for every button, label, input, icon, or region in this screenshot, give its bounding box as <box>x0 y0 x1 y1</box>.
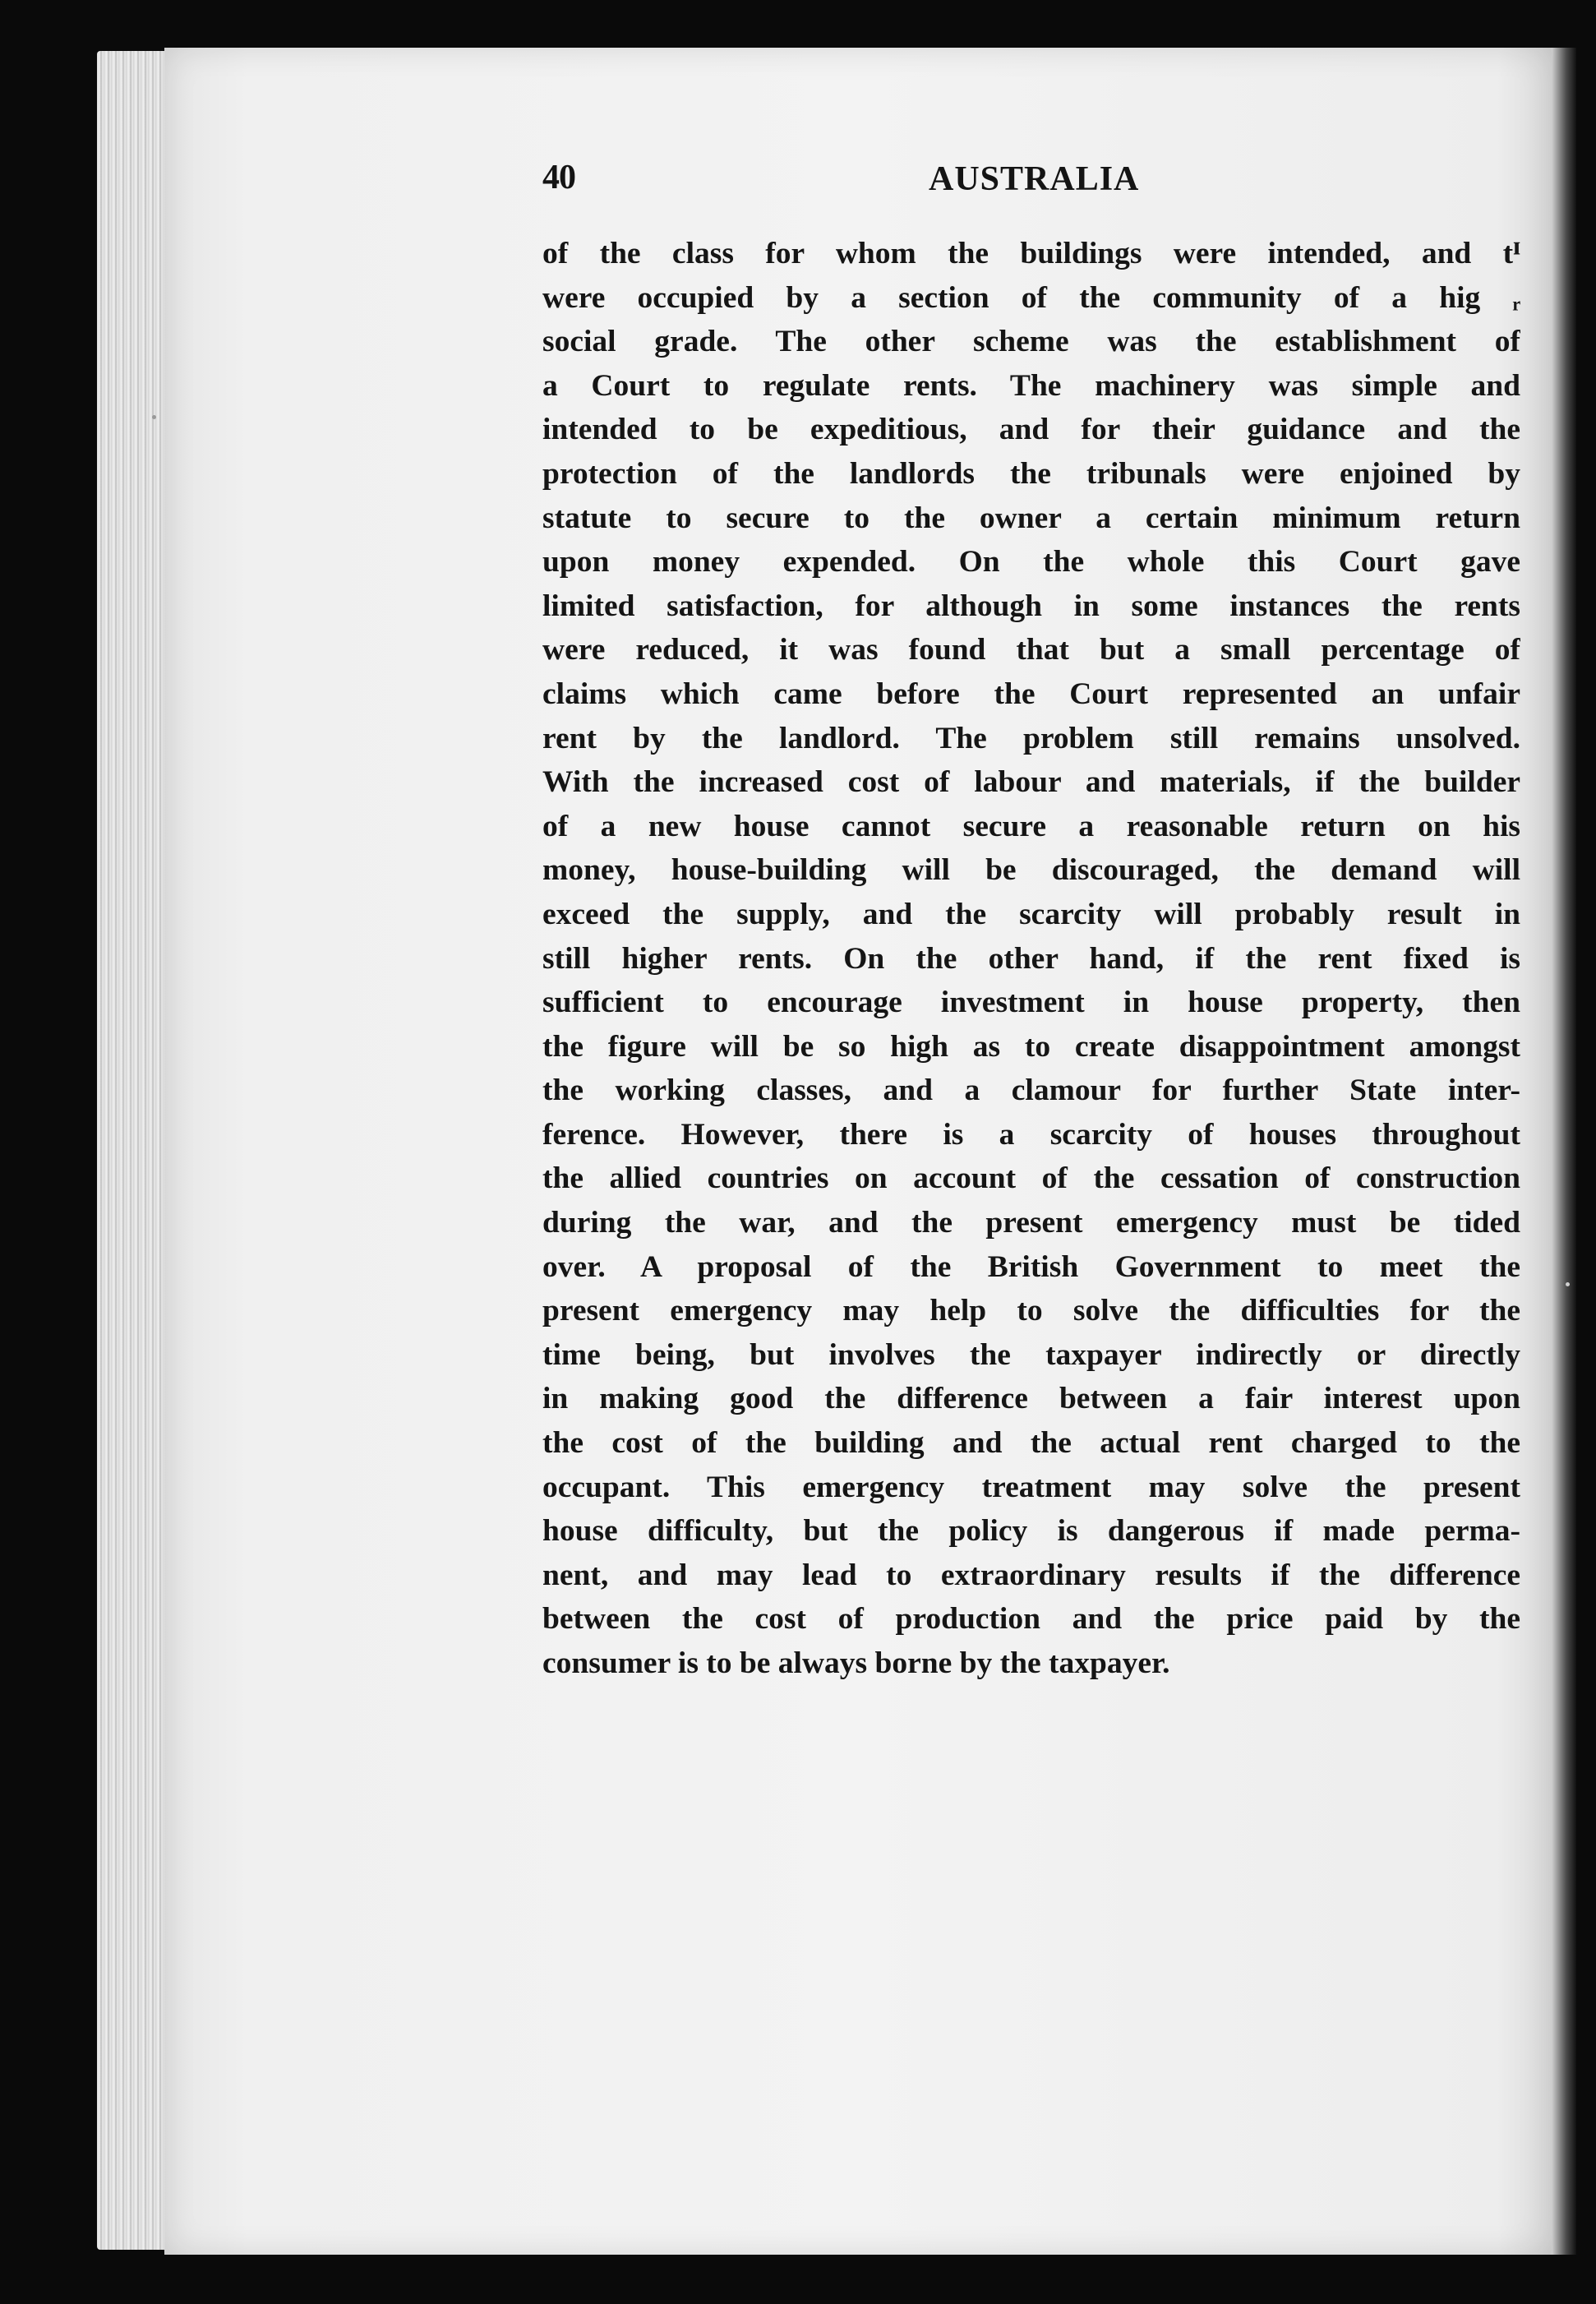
text-line: the cost of the building and the actual rent charged to the <box>542 1426 1520 1461</box>
text-line: consumer is to be always borne by the taxpayer. <box>542 1646 1170 1680</box>
body-text <box>542 232 1520 1686</box>
text-line: nent, and may lead to extraordinary results if the difference <box>542 1558 1520 1592</box>
running-title: AUSTRALIA <box>929 160 1140 198</box>
text-line: occupant. This emergency treatment may solve the present <box>542 1470 1520 1504</box>
text-line: limited satisfaction, for although in some instances the rents <box>542 589 1520 623</box>
text-line: protection of the landlords the tribunals were enjoined by <box>542 456 1520 491</box>
text-line: social grade. The other scheme was the establishment of <box>542 325 1520 359</box>
text-line: during the war, and the present emergency must be tided <box>542 1206 1520 1240</box>
scan-speck <box>152 415 156 419</box>
text-line: a Court to regulate rents. The machinery was simple and <box>542 368 1520 403</box>
text-line: of a new house cannot secure a reasonable return on his <box>542 809 1520 843</box>
text-line: the allied countries on account of the cessation of construction <box>542 1161 1520 1196</box>
text-line: between the cost of production and the price paid by the <box>542 1602 1520 1637</box>
text-line: still higher rents. On the other hand, if the rent fixed is <box>542 941 1520 976</box>
text-line: over. A proposal of the British Government to meet the <box>542 1249 1520 1284</box>
text-line: intended to be expeditious, and for their guidance and the <box>542 413 1520 447</box>
text-line: house difficulty, but the policy is dangerous if made perma- <box>542 1514 1520 1549</box>
text-line: in making good the difference between a fair interest upon <box>542 1382 1520 1416</box>
text-line: rent by the landlord. The problem still remains unsolved. <box>542 721 1520 755</box>
page-right-edge <box>1552 48 1576 2255</box>
text-line: present emergency may help to solve the difficulties for the <box>542 1294 1520 1328</box>
text-line: upon money expended. On the whole this Court gave <box>542 545 1520 579</box>
text-line: sufficient to encourage investment in house property, then <box>542 986 1520 1020</box>
scan-speck <box>1566 1282 1570 1286</box>
text-line: time being, but involves the taxpayer indirectly or directly <box>542 1337 1520 1372</box>
page-number: 40 <box>542 159 575 196</box>
text-line: the working classes, and a clamour for further State inter- <box>542 1074 1520 1108</box>
running-head <box>542 158 1512 215</box>
text-line: With the increased cost of labour and materials, if the builder <box>542 765 1520 800</box>
text-line: money, house-building will be discouraged, the demand will <box>542 853 1520 888</box>
text-line: claims which came before the Court represented an unfair <box>542 676 1520 711</box>
text-line: the figure will be so high as to create disappointment amongst <box>542 1029 1520 1064</box>
text-line: statute to secure to the owner a certain minimum return <box>542 501 1520 535</box>
text-line: were reduced, it was found that but a small percentage of <box>542 633 1520 667</box>
text-line: exceed the supply, and the scarcity will probably result in <box>542 897 1520 931</box>
text-line: of the class for whom the buildings were intended, and tᴵ <box>542 237 1520 270</box>
text-line: were occupied by a section of the community of a hig ᵣ <box>542 280 1520 315</box>
text-line: ference. However, there is a scarcity of houses throughout <box>542 1117 1520 1152</box>
